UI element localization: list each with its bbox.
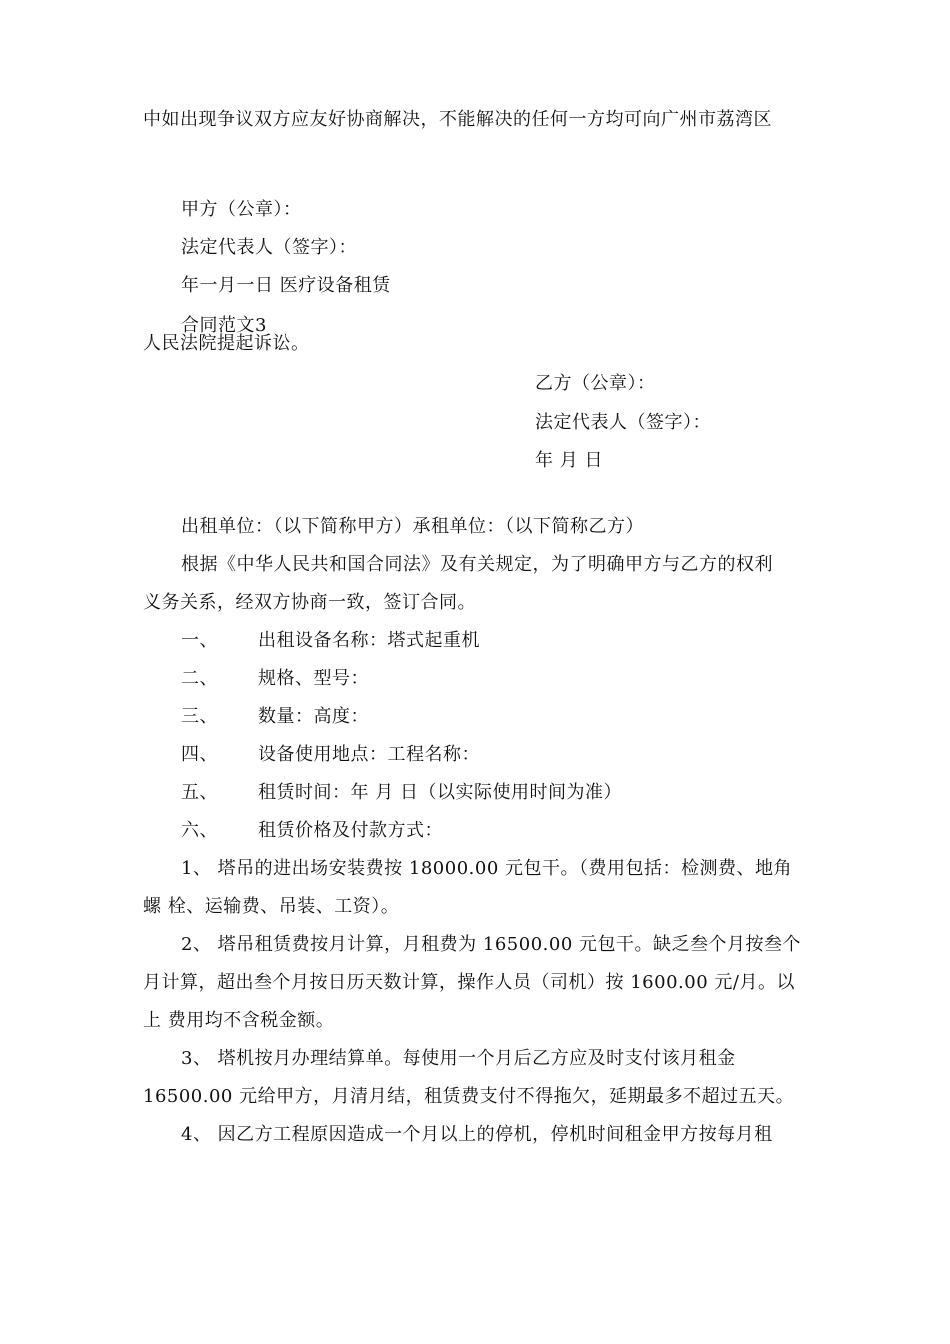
item-text: 数量：高度：	[258, 706, 369, 727]
clause-line: 2、 塔吊租赁费按月计算，月租费为 16500.00 元包干。缺乏叁个月按叁个	[181, 934, 802, 955]
clause-line: 上 费用均不含税金额。	[143, 1010, 335, 1031]
clause-line: 16500.00 元给甲方，月清月结，租赁费支付不得拖欠，延期最多不超过五天。	[143, 1086, 795, 1107]
party-a-representative-label: 法定代表人（签字）：	[181, 237, 357, 258]
clause-line: 4、 因乙方工程原因造成一个月以上的停机，停机时间租金甲方按每月租	[181, 1124, 773, 1145]
clause-line: 螺 栓、运输费、吊装、工资）。	[143, 896, 400, 917]
item-text: 租赁时间：年 月 日（以实际使用时间为准）	[258, 782, 622, 803]
paragraph-line: 人民法院提起诉讼。	[143, 333, 310, 354]
intro-paragraph-line: 义务关系，经双方协商一致，签订合同。	[143, 592, 476, 613]
item-number: 四、	[181, 744, 218, 765]
item-text: 设备使用地点：工程名称：	[258, 744, 480, 765]
clause-line: 1、 塔吊的进出场安装费按 18000.00 元包干。（费用包括：检测费、地角	[181, 858, 793, 879]
item-number: 二、	[181, 668, 218, 689]
item-number: 一、	[181, 630, 218, 651]
contract-parties-line: 出租单位：（以下简称甲方）承租单位：（以下简称乙方）	[181, 516, 644, 537]
party-a-seal-label: 甲方（公章）：	[181, 199, 302, 220]
clause-line: 3、 塔机按月办理结算单。每使用一个月后乙方应及时支付该月租金	[181, 1048, 736, 1069]
item-number: 六、	[181, 820, 218, 841]
item-text: 规格、型号：	[258, 668, 369, 689]
clipped-title-text: 合同范文3	[181, 315, 267, 336]
party-b-representative-label: 法定代表人（签字）：	[535, 412, 711, 433]
clause-line: 月计算，超出叁个月按日历天数计算，操作人员（司机）按 1600.00 元/月。以	[143, 972, 795, 993]
clipped-title-line	[181, 314, 301, 336]
intro-paragraph-line: 根据《中华人民共和国合同法》及有关规定，为了明确甲方与乙方的权利	[181, 554, 773, 575]
party-b-date-label: 年 月 日	[535, 450, 603, 471]
party-a-date-and-title: 年一月一日 医疗设备租赁	[181, 275, 391, 296]
item-number: 五、	[181, 782, 218, 803]
item-number: 三、	[181, 706, 218, 727]
paragraph-line: 中如出现争议双方应友好协商解决，不能解决的任何一方均可向广州市荔湾区	[143, 109, 772, 130]
party-b-seal-label: 乙方（公章）：	[535, 373, 656, 394]
item-text: 租赁价格及付款方式：	[258, 820, 443, 841]
item-text: 出租设备名称：塔式起重机	[258, 630, 480, 651]
